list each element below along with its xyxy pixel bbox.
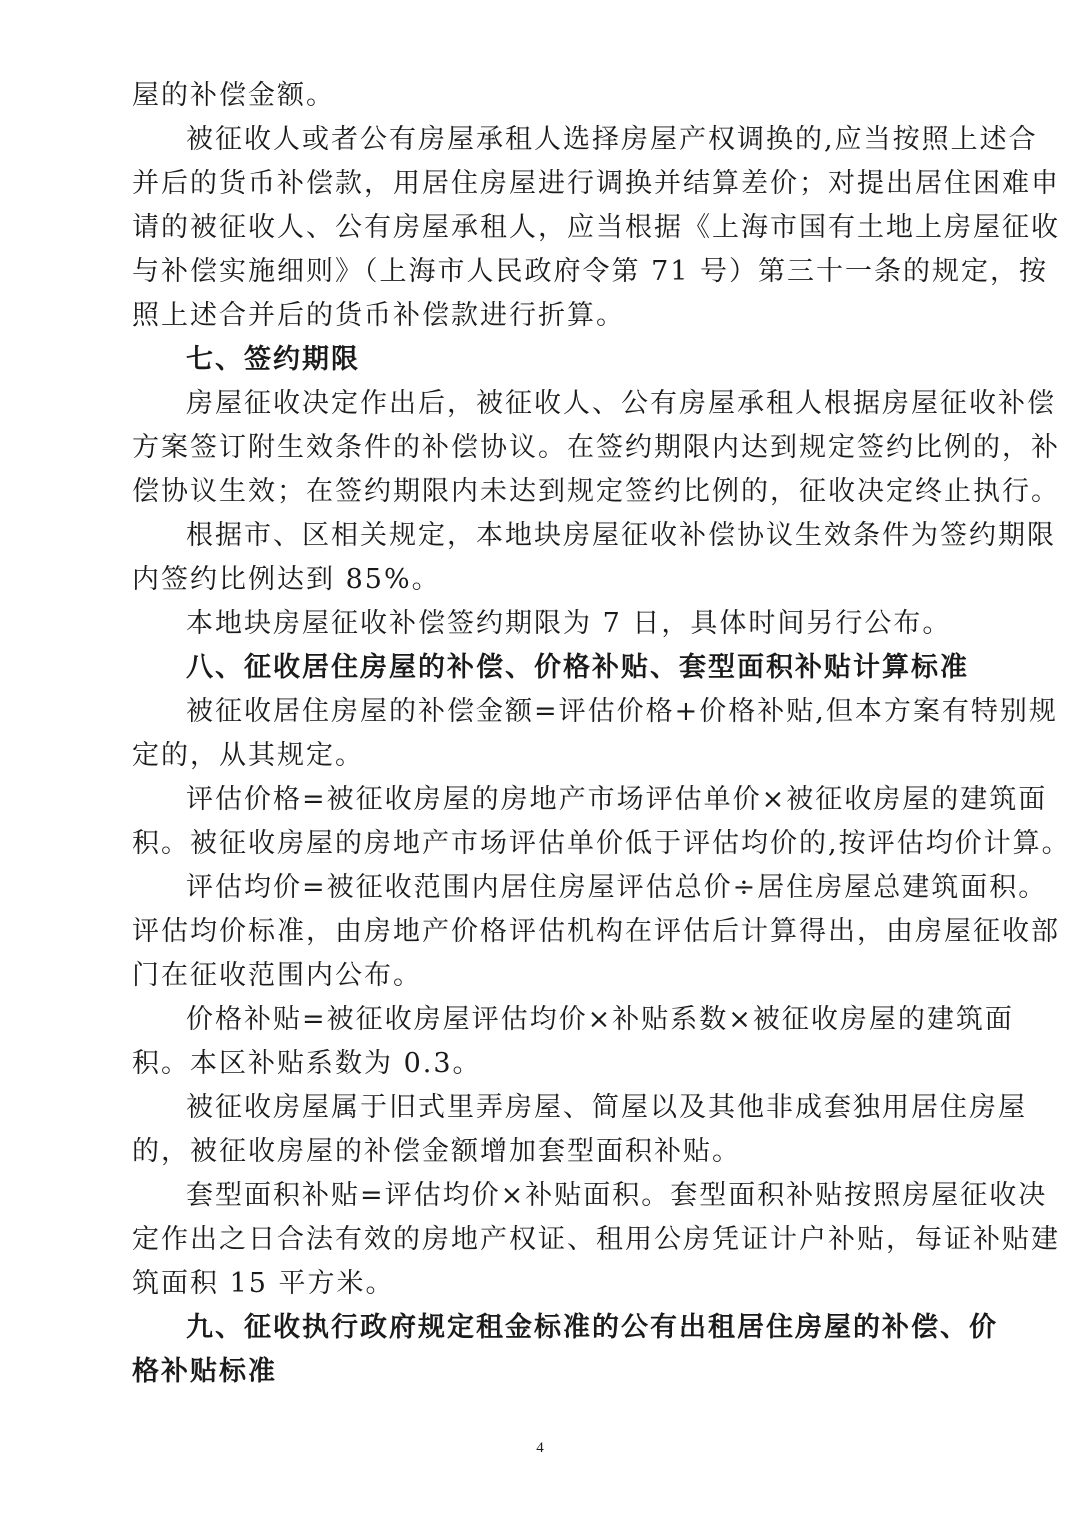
paragraph-first-line: 评估均价=被征收范围内居住房屋评估总价÷居住房屋总建筑面积。	[186, 872, 1048, 903]
text-line: 屋的补偿金额。	[132, 80, 335, 111]
text-line: 积。被征收房屋的房地产市场评估单价低于评估均价的,按评估均价计算。	[132, 828, 1071, 859]
text-line: 门在征收范围内公布。	[132, 960, 422, 991]
text-line: 请的被征收人、公有房屋承租人，应当根据《上海市国有土地上房屋征收	[132, 212, 1060, 243]
paragraph-first-line: 评估价格=被征收房屋的房地产市场评估单价×被征收房屋的建筑面	[186, 784, 1048, 815]
paragraph-first-line: 被征收人或者公有房屋承租人选择房屋产权调换的,应当按照上述合	[186, 124, 1038, 155]
paragraph-first-line: 被征收居住房屋的补偿金额=评估价格+价格补贴,但本方案有特别规	[186, 696, 1058, 727]
paragraph-first-line: 本地块房屋征收补偿签约期限为 7 日，具体时间另行公布。	[186, 608, 952, 639]
text-line: 并后的货币补偿款，用居住房屋进行调换并结算差价；对提出居住困难申	[132, 168, 1060, 199]
page-number: 4	[536, 1440, 544, 1456]
text-line: 定的，从其规定。	[132, 740, 364, 771]
text-line: 与补偿实施细则》（上海市人民政府令第 71 号）第三十一条的规定，按	[132, 256, 1049, 287]
text-line: 评估均价标准，由房地产价格评估机构在评估后计算得出，由房屋征收部	[132, 916, 1060, 947]
text-line: 偿协议生效；在签约期限内未达到规定签约比例的，征收决定终止执行。	[132, 476, 1060, 507]
text-line: 定作出之日合法有效的房地产权证、租用公房凭证计户补贴，每证补贴建	[132, 1224, 1060, 1255]
paragraph-first-line: 被征收房屋属于旧式里弄房屋、简屋以及其他非成套独用居住房屋	[186, 1092, 1027, 1123]
section-heading-9: 九、征收执行政府规定租金标准的公有出租居住房屋的补偿、价	[186, 1312, 998, 1343]
text-line: 积。本区补贴系数为 0.3。	[132, 1048, 482, 1079]
paragraph-first-line: 套型面积补贴=评估均价×补贴面积。套型面积补贴按照房屋征收决	[186, 1180, 1048, 1211]
text-line: 方案签订附生效条件的补偿协议。在签约期限内达到规定签约比例的，补	[132, 432, 1060, 463]
text-line: 照上述合并后的货币补偿款进行折算。	[132, 300, 625, 331]
paragraph-first-line: 根据市、区相关规定，本地块房屋征收补偿协议生效条件为签约期限	[186, 520, 1056, 551]
section-heading-9-continued: 格补贴标准	[132, 1356, 277, 1387]
text-line: 的，被征收房屋的补偿金额增加套型面积补贴。	[132, 1136, 741, 1167]
paragraph-first-line: 房屋征收决定作出后，被征收人、公有房屋承租人根据房屋征收补偿	[186, 388, 1056, 419]
section-heading-8: 八、征收居住房屋的补偿、价格补贴、套型面积补贴计算标准	[186, 652, 969, 683]
section-heading-7: 七、签约期限	[186, 344, 360, 375]
paragraph-first-line: 价格补贴=被征收房屋评估均价×补贴系数×被征收房屋的建筑面	[186, 1004, 1014, 1035]
text-line: 筑面积 15 平方米。	[132, 1268, 395, 1299]
text-line: 内签约比例达到 85%。	[132, 564, 441, 595]
